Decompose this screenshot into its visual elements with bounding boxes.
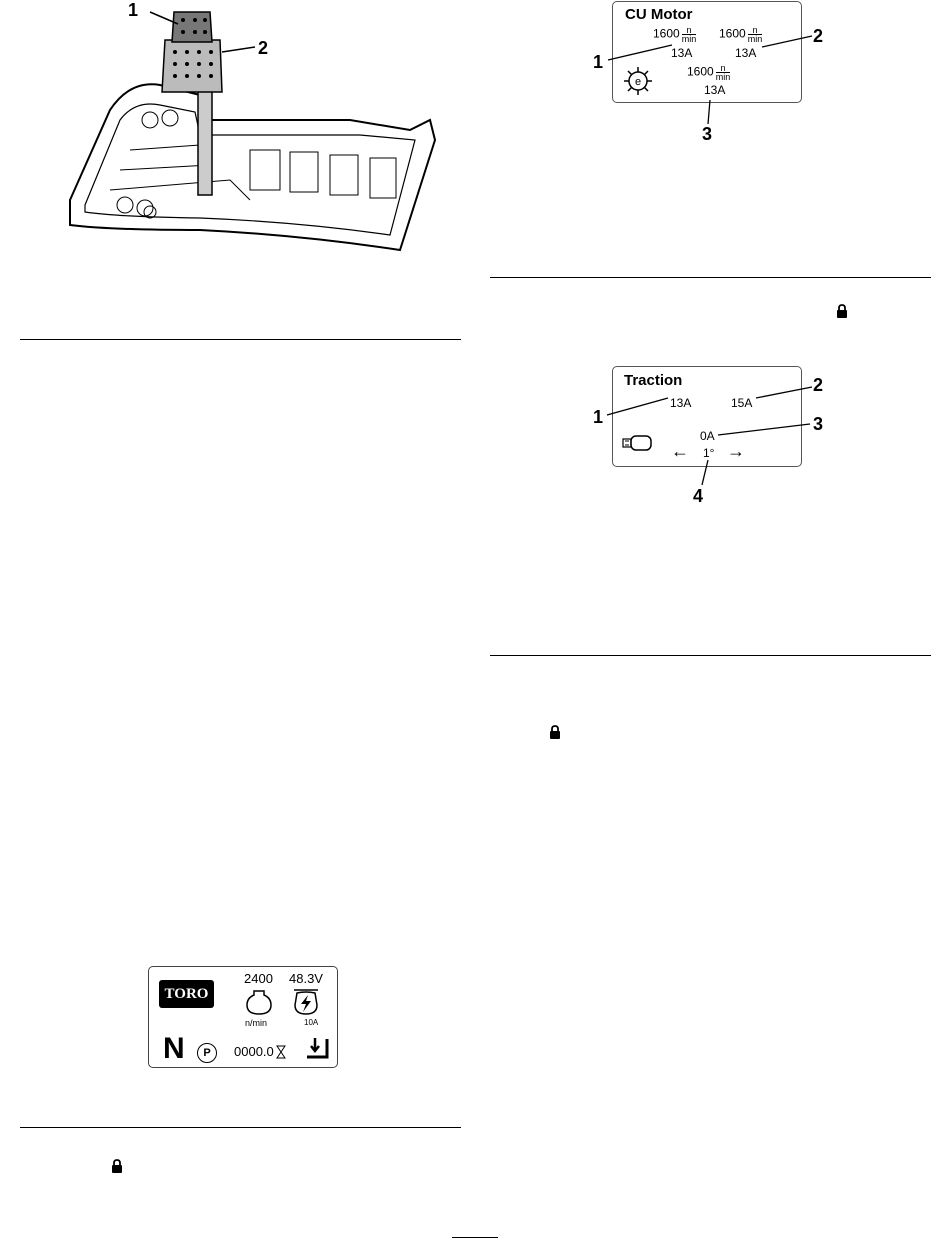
hour-meter: 0000.0 xyxy=(234,1044,274,1059)
svg-text:e: e xyxy=(634,76,642,88)
cu-right-current: 13A xyxy=(735,46,757,60)
toro-logo-text: TORO xyxy=(164,986,209,1002)
engine-icon xyxy=(245,988,273,1016)
traction-callout-3: 3 xyxy=(813,414,824,434)
toro-logo xyxy=(159,980,214,1008)
battery-current: 10A xyxy=(304,1018,319,1027)
home-screen-display xyxy=(148,966,338,1068)
cu-callout-1: 1 xyxy=(593,52,604,72)
pedal-callout-1: 1 xyxy=(128,0,139,20)
traction-callout-4: 4 xyxy=(693,486,704,506)
section-divider xyxy=(490,655,931,656)
traction-callout-1: 1 xyxy=(593,407,604,427)
battery-voltage: 48.3V xyxy=(289,971,323,986)
cu-callout-3: 3 xyxy=(702,124,713,144)
lock-icon xyxy=(549,725,561,739)
section-divider xyxy=(20,1127,461,1128)
lock-icon xyxy=(111,1159,123,1173)
left-arrow-icon: ← xyxy=(671,441,689,461)
cu-right-speed: 1600 $\frac{n}{\min}$ xyxy=(719,25,763,44)
cu-rear-speed: 1600 $\frac{n}{\min}$ xyxy=(687,63,731,82)
traction-left-current: 13A xyxy=(670,396,692,410)
cu-motor-title: CU Motor xyxy=(625,6,693,23)
lightning-icon xyxy=(291,987,321,1017)
traction-angle: 1° xyxy=(703,446,715,460)
seat-icon xyxy=(305,1035,329,1059)
traction-callout-2: 2 xyxy=(813,375,824,395)
cu-rear-current: 13A xyxy=(704,83,726,97)
traction-right-current: 15A xyxy=(731,396,753,410)
right-arrow-icon: → xyxy=(727,441,745,461)
engine-speed-unit: n/min xyxy=(245,1018,268,1028)
traction-center-current: 0A xyxy=(700,429,715,443)
hourglass-icon xyxy=(276,1045,286,1059)
park-brake-icon xyxy=(197,1043,217,1063)
page-number-rule xyxy=(452,1237,498,1238)
cu-callout-2: 2 xyxy=(813,26,824,46)
park-brake-label: P xyxy=(203,1047,211,1059)
traction-leaders xyxy=(0,0,950,520)
cu-left-current: 13A xyxy=(671,46,693,60)
gear-indicator: N xyxy=(163,1032,185,1065)
cu-left-speed: 1600 $\frac{n}{\min}$ xyxy=(653,25,697,44)
pedal-callout-2: 2 xyxy=(258,38,269,58)
engine-speed: 2400 xyxy=(244,971,273,986)
traction-title: Traction xyxy=(624,372,683,389)
